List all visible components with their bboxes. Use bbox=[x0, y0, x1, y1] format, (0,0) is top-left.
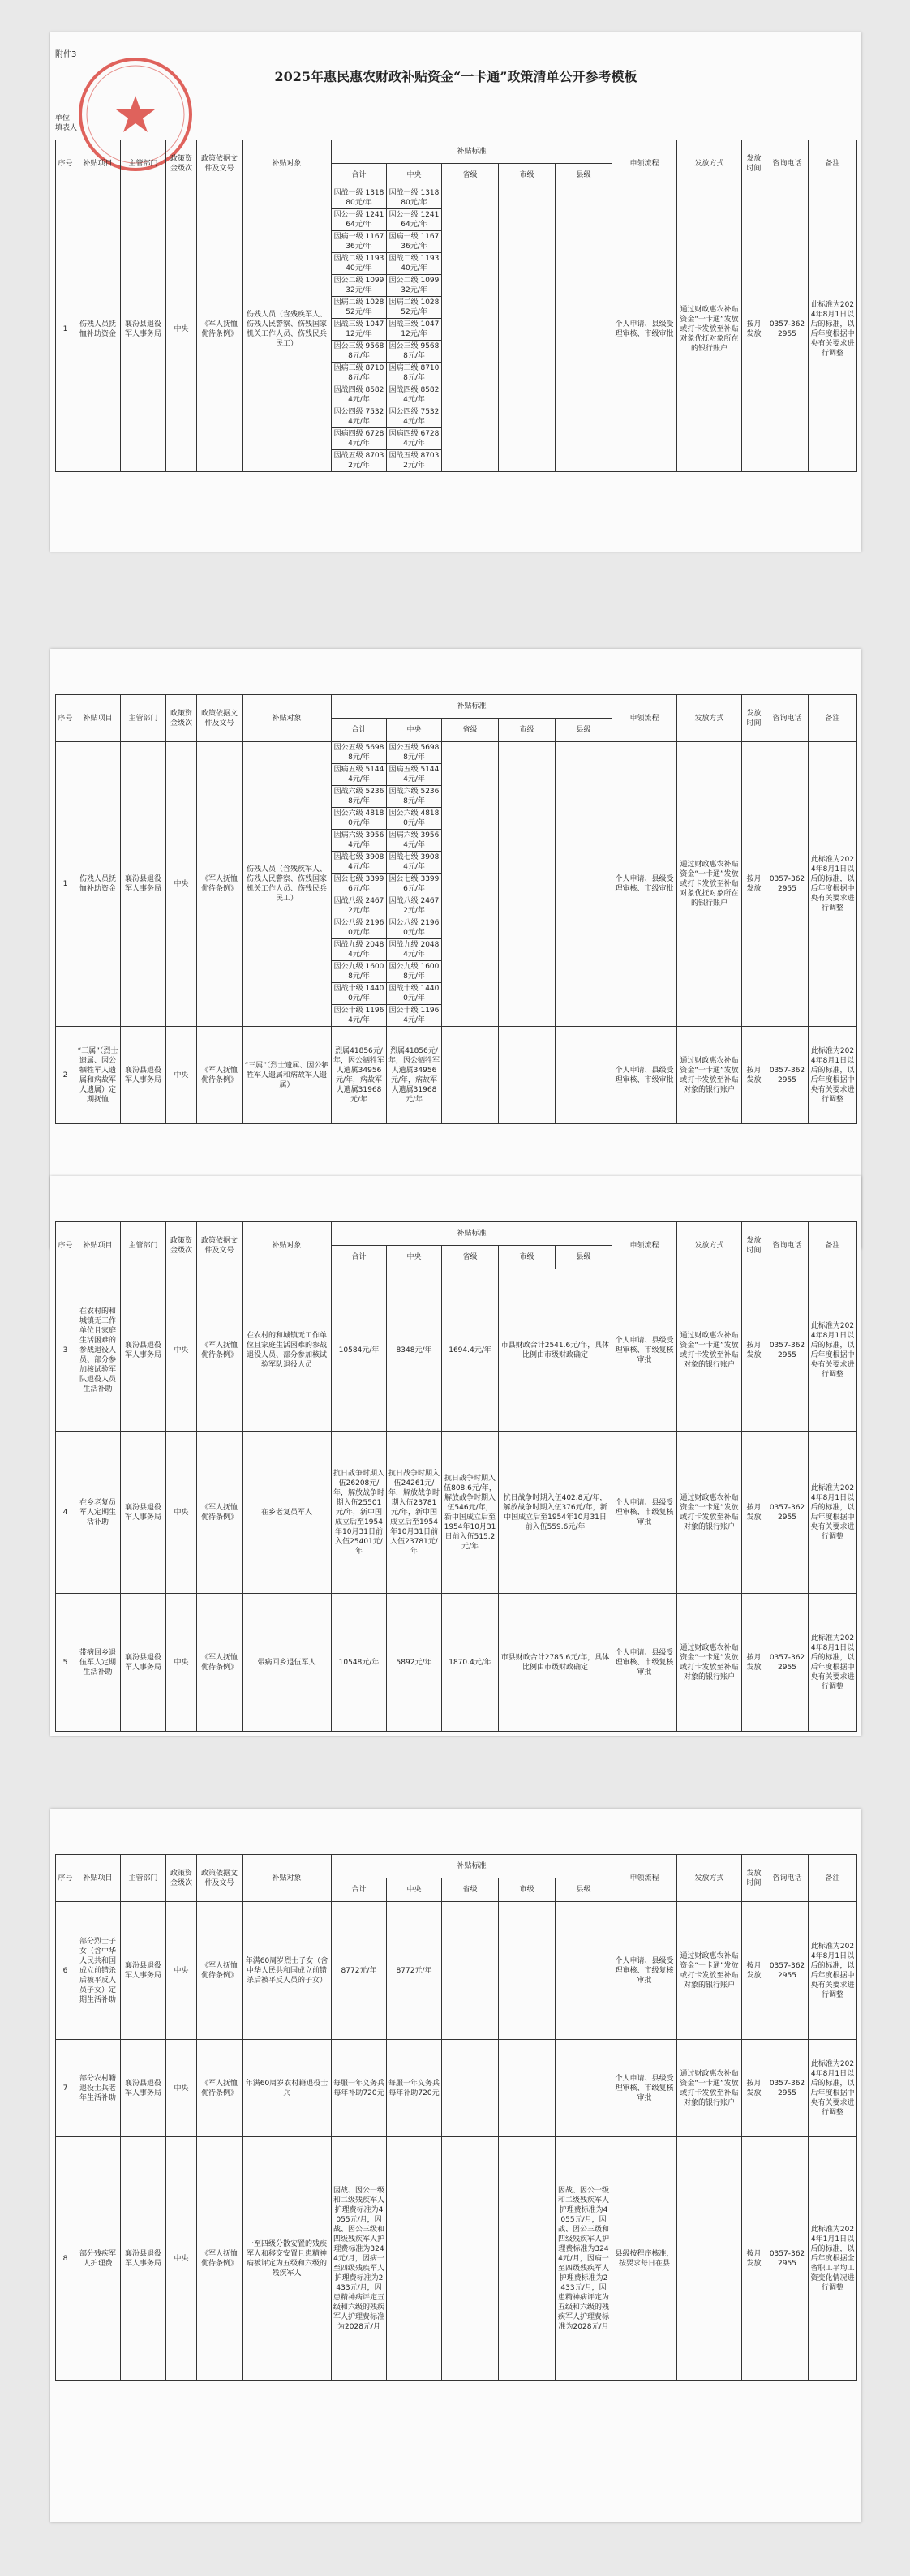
row-time: 按月发放 bbox=[742, 187, 766, 472]
row-method: 通过财政惠农补贴资金“一卡通”发放或打卡发放至补贴对象的银行账户 bbox=[677, 2040, 742, 2137]
row-method: 通过财政惠农补贴资金“一卡通”发放或打卡发放至补贴对象优抚对象所在的银行账户 bbox=[677, 742, 742, 1027]
row-remark: 此标准为2024年8月1日以后的标准，以后年度根据中央有关要求进行调整 bbox=[809, 1027, 857, 1124]
std-total: 10584元/年 bbox=[332, 1269, 387, 1432]
header-city: 市级 bbox=[499, 719, 556, 742]
row-time: 按月发放 bbox=[742, 1027, 766, 1124]
std-central: 因战七级 39084元/年 bbox=[387, 852, 442, 874]
header-province: 省级 bbox=[442, 719, 499, 742]
row-phone: 0357-3622955 bbox=[766, 1027, 809, 1124]
std-county: 因战、因公一级和二级残疾军人护理费标准为4055元/月，因战、因公三级和四级残疾军人护理费标准为3244元/月，因病一至四级残疾军人护理费标准为2433元/月，因患精神病评定为五级和六级的残疾军人护理费标准为2028元/月 bbox=[556, 2137, 612, 2381]
std-total: 因公十级 11964元/年 bbox=[332, 1005, 387, 1027]
row-remark: 此标准为2024年8月1日以后的标准，以后年度根据中央有关要求进行调整 bbox=[809, 1269, 857, 1432]
header-dept: 主管部门 bbox=[121, 1222, 166, 1269]
attachment-label: 附件3 bbox=[55, 50, 77, 59]
header-item: 补贴项目 bbox=[75, 695, 121, 742]
header-central: 中央 bbox=[387, 1878, 442, 1902]
row-basis: 《军人抚恤优待条例》 bbox=[197, 1027, 243, 1124]
std-central: 5892元/年 bbox=[387, 1594, 442, 1732]
std-central: 因公六级 48180元/年 bbox=[387, 808, 442, 830]
row-phone: 0357-3622955 bbox=[766, 2137, 809, 2381]
row-process: 个人申请、县级受理审核、市级复核审批 bbox=[612, 2040, 677, 2137]
row-target: 年满60周岁烈士子女（含中华人民共和国成立前错杀后被平反人员的子女） bbox=[243, 1902, 332, 2040]
header-phone: 咨询电话 bbox=[766, 140, 809, 187]
std-central: 因公八级 21960元/年 bbox=[387, 917, 442, 939]
document-title: 2025年惠民惠农财政补贴资金“一卡通”政策清单公开参考模板 bbox=[274, 69, 637, 84]
row-target: 在农村的和城镇无工作单位且家庭生活困难的参战退役人员、部分参加核试验军队退役人员 bbox=[243, 1269, 332, 1432]
table-body-3 bbox=[56, 1269, 857, 1732]
header-standard: 补贴标准 bbox=[332, 1222, 612, 1246]
row-basis: 《军人抚恤优待条例》 bbox=[197, 187, 243, 472]
header-process: 申领流程 bbox=[612, 695, 677, 742]
header-dept: 主管部门 bbox=[121, 695, 166, 742]
header-funds: 政策资金级次 bbox=[166, 1222, 197, 1269]
row-basis: 《军人抚恤优待条例》 bbox=[197, 2137, 243, 2381]
std-total: 因公二级 109932元/年 bbox=[332, 275, 387, 297]
header-seq: 序号 bbox=[56, 1222, 75, 1269]
header-method: 发放方式 bbox=[677, 140, 742, 187]
table-body-1 bbox=[56, 187, 857, 472]
std-province bbox=[442, 1027, 499, 1124]
std-central: 每服一年义务兵每年补助720元 bbox=[387, 2040, 442, 2137]
row-process: 个人申请、县级受理审核、市级复核审批 bbox=[612, 1432, 677, 1594]
page-4 bbox=[50, 1809, 861, 2522]
table-row bbox=[56, 2040, 857, 2137]
std-central: 因战八级 24672元/年 bbox=[387, 895, 442, 917]
std-central: 因战三级 104712元/年 bbox=[387, 319, 442, 341]
row-seq: 4 bbox=[56, 1432, 75, 1594]
header-seq: 序号 bbox=[56, 1855, 75, 1902]
header-target: 补贴对象 bbox=[243, 695, 332, 742]
header-city: 市级 bbox=[499, 164, 556, 187]
row-funds: 中央 bbox=[166, 1432, 197, 1594]
std-total: 因战、因公一级和二级残疾军人护理费标准为4055元/月，因战、因公三级和四级残疾军人护理费标准为3244元/月，因病一至四级残疾军人护理费标准为2433元/月，因患精神病评定五级和六级的残疾军人护理费标准为2028元/月 bbox=[332, 2137, 387, 2381]
header-time: 发放时间 bbox=[742, 140, 766, 187]
row-phone: 0357-3622955 bbox=[766, 742, 809, 1027]
std-central: 因病四级 67284元/年 bbox=[387, 428, 442, 450]
table-row bbox=[56, 2137, 857, 2381]
row-basis: 《军人抚恤优待条例》 bbox=[197, 1594, 243, 1732]
header-process: 申领流程 bbox=[612, 140, 677, 187]
row-process: 个人申请、县级受理审核、市级审批 bbox=[612, 742, 677, 1027]
std-central: 因战四级 85824元/年 bbox=[387, 384, 442, 406]
table-row bbox=[56, 742, 857, 764]
std-total: 因病三级 87108元/年 bbox=[332, 363, 387, 384]
row-remark: 此标准为2024年8月1日以后的标准，以后年度根据中央有关要求进行调整 bbox=[809, 1902, 857, 2040]
std-central: 因病一级 116736元/年 bbox=[387, 231, 442, 253]
std-total: 因战五级 87032元/年 bbox=[332, 450, 387, 472]
std-city bbox=[499, 1902, 556, 2040]
table-row bbox=[56, 1432, 857, 1594]
policy-table-page-3 bbox=[55, 1221, 857, 1732]
std-total: 因战二级 119340元/年 bbox=[332, 253, 387, 275]
policy-table-page-2 bbox=[55, 694, 857, 1124]
header-target: 补贴对象 bbox=[243, 1222, 332, 1269]
header-total: 合计 bbox=[332, 164, 387, 187]
std-county bbox=[556, 187, 612, 472]
table-row bbox=[56, 1269, 857, 1432]
page-2 bbox=[50, 649, 861, 1249]
header-standard: 补贴标准 bbox=[332, 695, 612, 719]
std-central: 因病三级 87108元/年 bbox=[387, 363, 442, 384]
row-phone: 0357-3622955 bbox=[766, 1269, 809, 1432]
std-total: 因战七级 39084元/年 bbox=[332, 852, 387, 874]
header-item: 补贴项目 bbox=[75, 140, 121, 187]
row-remark: 此标准为2024年8月1日以后的标准，以后年度根据中央有关要求进行调整 bbox=[809, 1432, 857, 1594]
table-row bbox=[56, 187, 857, 209]
std-central: 因战九级 20484元/年 bbox=[387, 939, 442, 961]
std-county bbox=[556, 2040, 612, 2137]
header-county: 县级 bbox=[556, 1246, 612, 1269]
std-province bbox=[442, 2040, 499, 2137]
row-target: “三属”（烈士遗属、因公牺牲军人遗属和病故军人遗属） bbox=[243, 1027, 332, 1124]
row-seq: 5 bbox=[56, 1594, 75, 1732]
std-city bbox=[499, 1027, 556, 1124]
header-process: 申领流程 bbox=[612, 1222, 677, 1269]
row-funds: 中央 bbox=[166, 2137, 197, 2381]
row-method bbox=[677, 2137, 742, 2381]
row-dept: 襄汾县退役军人事务局 bbox=[121, 1594, 166, 1732]
std-total: 因病四级 67284元/年 bbox=[332, 428, 387, 450]
std-county bbox=[556, 1902, 612, 2040]
std-central: 因公十级 11964元/年 bbox=[387, 1005, 442, 1027]
std-total: 因战三级 104712元/年 bbox=[332, 319, 387, 341]
std-central: 因战十级 14400元/年 bbox=[387, 983, 442, 1005]
row-item: 在农村的和城镇无工作单位且家庭生活困难的参战退役人员、部分参加核试验军队退役人员生活补助 bbox=[75, 1269, 121, 1432]
row-process: 个人申请、县级受理审核、市级复核审批 bbox=[612, 1594, 677, 1732]
row-dept: 襄汾县退役军人事务局 bbox=[121, 187, 166, 472]
row-dept: 襄汾县退役军人事务局 bbox=[121, 1269, 166, 1432]
header-total: 合计 bbox=[332, 719, 387, 742]
header-basis: 政策依据文件及文号 bbox=[197, 140, 243, 187]
header-target: 补贴对象 bbox=[243, 140, 332, 187]
std-city bbox=[499, 742, 556, 1027]
row-funds: 中央 bbox=[166, 1027, 197, 1124]
std-county bbox=[556, 742, 612, 1027]
std-central: 因公九级 16008元/年 bbox=[387, 961, 442, 983]
std-total: 因公四级 75324元/年 bbox=[332, 406, 387, 428]
std-total: 因战六级 52368元/年 bbox=[332, 786, 387, 808]
std-province: 1694.4元/年 bbox=[442, 1269, 499, 1432]
row-item: 部分烈士子女（含中华人民共和国成立前错杀后被平反人员子女）定期生活补助 bbox=[75, 1902, 121, 2040]
header-seq: 序号 bbox=[56, 695, 75, 742]
row-basis: 《军人抚恤优待条例》 bbox=[197, 1902, 243, 2040]
row-target: 一至四级分散安置的残疾军人和移交安置且患精神病被评定为五级和六级的残疾军人 bbox=[243, 2137, 332, 2381]
row-seq: 1 bbox=[56, 187, 75, 472]
table-row bbox=[56, 1594, 857, 1732]
row-funds: 中央 bbox=[166, 742, 197, 1027]
std-central: 烈属41856元/年，因公牺牲军人遗属34956元/年，病故军人遗属31968元/年 bbox=[387, 1027, 442, 1124]
std-total: 因战十级 14400元/年 bbox=[332, 983, 387, 1005]
row-phone: 0357-3622955 bbox=[766, 2040, 809, 2137]
std-total: 因病一级 116736元/年 bbox=[332, 231, 387, 253]
row-seq: 8 bbox=[56, 2137, 75, 2381]
row-time: 按月发放 bbox=[742, 1594, 766, 1732]
std-total: 抗日战争时期入伍26208元/年，解放战争时期入伍25501元/年，新中国成立后至1954年10月31日前入伍25401元/年 bbox=[332, 1432, 387, 1594]
header-target: 补贴对象 bbox=[243, 1855, 332, 1902]
std-central: 因病六级 39564元/年 bbox=[387, 830, 442, 852]
row-method: 通过财政惠农补贴资金“一卡通”发放或打卡发放至补贴对象优抚对象所在的银行账户 bbox=[677, 187, 742, 472]
std-total: 因战一级 131880元/年 bbox=[332, 187, 387, 209]
std-central: 因公五级 56988元/年 bbox=[387, 742, 442, 764]
table-body-4 bbox=[56, 1902, 857, 2381]
header-province: 省级 bbox=[442, 1246, 499, 1269]
row-target: 带病回乡退伍军人 bbox=[243, 1594, 332, 1732]
std-central: 因公三级 95688元/年 bbox=[387, 341, 442, 363]
row-method: 通过财政惠农补贴资金“一卡通”发放或打卡发放至补贴对象的银行账户 bbox=[677, 1594, 742, 1732]
std-central: 抗日战争时期入伍24261元/年，解放战争时期入伍23781元/年，新中国成立后至1954年10月31日前入伍23781元/年 bbox=[387, 1432, 442, 1594]
std-city bbox=[499, 187, 556, 472]
row-target: 伤残人员（含残疾军人、伤残人民警察、伤残国家机关工作人员、伤残民兵民工） bbox=[243, 742, 332, 1027]
std-city bbox=[499, 2137, 556, 2381]
std-total: 因公三级 95688元/年 bbox=[332, 341, 387, 363]
std-central: 因战二级 119340元/年 bbox=[387, 253, 442, 275]
std-total: 因病五级 51444元/年 bbox=[332, 764, 387, 786]
row-seq: 7 bbox=[56, 2040, 75, 2137]
table-row bbox=[56, 1902, 857, 2040]
std-central: 因公二级 109932元/年 bbox=[387, 275, 442, 297]
row-time: 按月发放 bbox=[742, 2137, 766, 2381]
header-province: 省级 bbox=[442, 164, 499, 187]
std-central: 因战五级 87032元/年 bbox=[387, 450, 442, 472]
unit-label: 单位 bbox=[55, 114, 71, 122]
row-funds: 中央 bbox=[166, 1594, 197, 1732]
header-time: 发放时间 bbox=[742, 1855, 766, 1902]
std-central: 因病二级 102852元/年 bbox=[387, 297, 442, 319]
std-city-county: 抗日战争时期入伍402.8元/年，解放战争时期入伍376元/年，新中国成立后至1954年10月31日前入伍559.6元/年 bbox=[499, 1432, 612, 1594]
header-central: 中央 bbox=[387, 719, 442, 742]
row-process: 个人申请、县级受理审核、市级审批 bbox=[612, 187, 677, 472]
std-total: 每服一年义务兵每年补助720元 bbox=[332, 2040, 387, 2137]
std-central bbox=[387, 2137, 442, 2381]
row-dept: 襄汾县退役军人事务局 bbox=[121, 1902, 166, 2040]
std-total: 因公八级 21960元/年 bbox=[332, 917, 387, 939]
header-funds: 政策资金级次 bbox=[166, 140, 197, 187]
row-remark: 此标准为2024年8月1日以后的标准，以后年度根据中央有关要求进行调整 bbox=[809, 187, 857, 472]
row-remark: 此标准为2024年8月1日以后的标准，以后年度根据中央有关要求进行调整 bbox=[809, 2040, 857, 2137]
row-time: 按月发放 bbox=[742, 1902, 766, 2040]
row-basis: 《军人抚恤优待条例》 bbox=[197, 1269, 243, 1432]
std-total: 因公五级 56988元/年 bbox=[332, 742, 387, 764]
row-funds: 中央 bbox=[166, 187, 197, 472]
row-method: 通过财政惠农补贴资金“一卡通”发放或打卡发放至补贴对象的银行账户 bbox=[677, 1269, 742, 1432]
row-process: 个人申请、县级受理审核、市级复核审批 bbox=[612, 1269, 677, 1432]
header-county: 县级 bbox=[556, 719, 612, 742]
row-time: 按月发放 bbox=[742, 2040, 766, 2137]
std-province bbox=[442, 187, 499, 472]
row-funds: 中央 bbox=[166, 1269, 197, 1432]
row-seq: 3 bbox=[56, 1269, 75, 1432]
std-city bbox=[499, 2040, 556, 2137]
row-item: 伤残人员抚恤补助资金 bbox=[75, 742, 121, 1027]
row-funds: 中央 bbox=[166, 2040, 197, 2137]
row-dept: 襄汾县退役军人事务局 bbox=[121, 2137, 166, 2381]
header-item: 补贴项目 bbox=[75, 1855, 121, 1902]
std-total: 因战四级 85824元/年 bbox=[332, 384, 387, 406]
std-total: 10548元/年 bbox=[332, 1594, 387, 1732]
row-item: 带病回乡退伍军人定期生活补助 bbox=[75, 1594, 121, 1732]
header-method: 发放方式 bbox=[677, 695, 742, 742]
header-process: 申领流程 bbox=[612, 1855, 677, 1902]
std-total: 因公七级 33996元/年 bbox=[332, 874, 387, 895]
row-remark: 此标准为2024年8月1日以后的标准，以后年度根据中央有关要求进行调整 bbox=[809, 1594, 857, 1732]
row-target: 年满60周岁农村籍退役士兵 bbox=[243, 2040, 332, 2137]
header-phone: 咨询电话 bbox=[766, 1855, 809, 1902]
header-phone: 咨询电话 bbox=[766, 695, 809, 742]
row-basis: 《军人抚恤优待条例》 bbox=[197, 742, 243, 1027]
header-county: 县级 bbox=[556, 1878, 612, 1902]
row-basis: 《军人抚恤优待条例》 bbox=[197, 1432, 243, 1594]
std-central: 因公七级 33996元/年 bbox=[387, 874, 442, 895]
header-standard: 补贴标准 bbox=[332, 140, 612, 164]
row-item: “三属”（烈士遗属、因公牺牲军人遗属和病故军人遗属）定期抚恤 bbox=[75, 1027, 121, 1124]
row-process: 个人申请、县级受理审核、市级审批 bbox=[612, 1027, 677, 1124]
row-dept: 襄汾县退役军人事务局 bbox=[121, 2040, 166, 2137]
row-phone: 0357-3622955 bbox=[766, 1594, 809, 1732]
header-total: 合计 bbox=[332, 1878, 387, 1902]
std-central: 因公一级 124164元/年 bbox=[387, 209, 442, 231]
row-funds: 中央 bbox=[166, 1902, 197, 2040]
row-remark: 此标准为2024年8月1日以后的标准，以后年度根据中央有关要求进行调整 bbox=[809, 742, 857, 1027]
header-method: 发放方式 bbox=[677, 1855, 742, 1902]
row-method: 通过财政惠农补贴资金“一卡通”发放或打卡发放至补贴对象的银行账户 bbox=[677, 1432, 742, 1594]
header-county: 县级 bbox=[556, 164, 612, 187]
table-row bbox=[56, 1027, 857, 1124]
header-central: 中央 bbox=[387, 164, 442, 187]
std-province bbox=[442, 2137, 499, 2381]
page-3 bbox=[50, 1176, 861, 1736]
header-standard: 补贴标准 bbox=[332, 1855, 612, 1878]
std-province bbox=[442, 742, 499, 1027]
header-method: 发放方式 bbox=[677, 1222, 742, 1269]
row-seq: 2 bbox=[56, 1027, 75, 1124]
header-dept: 主管部门 bbox=[121, 140, 166, 187]
header-remark: 备注 bbox=[809, 140, 857, 187]
std-province: 抗日战争时期入伍808.6元/年，解放战争时期入伍546元/年，新中国成立后至1954年10月31日前入伍515.2元/年 bbox=[442, 1432, 499, 1594]
row-method: 通过财政惠农补贴资金“一卡通”发放或打卡发放至补贴对象的银行账户 bbox=[677, 1027, 742, 1124]
row-basis: 《军人抚恤优待条例》 bbox=[197, 2040, 243, 2137]
policy-table-page-1 bbox=[55, 140, 857, 472]
row-dept: 襄汾县退役军人事务局 bbox=[121, 1027, 166, 1124]
row-time: 按月发放 bbox=[742, 1432, 766, 1594]
row-phone: 0357-3622955 bbox=[766, 1432, 809, 1594]
header-funds: 政策资金级次 bbox=[166, 695, 197, 742]
row-process: 县级按程序核准，按要求每日在县 bbox=[612, 2137, 677, 2381]
policy-table-page-4 bbox=[55, 1854, 857, 2381]
std-total: 因病六级 39564元/年 bbox=[332, 830, 387, 852]
header-basis: 政策依据文件及文号 bbox=[197, 1855, 243, 1902]
std-total: 因战九级 20484元/年 bbox=[332, 939, 387, 961]
std-central: 8348元/年 bbox=[387, 1269, 442, 1432]
std-total: 因病二级 102852元/年 bbox=[332, 297, 387, 319]
header-time: 发放时间 bbox=[742, 1222, 766, 1269]
row-item: 部分残疾军人护理费 bbox=[75, 2137, 121, 2381]
header-funds: 政策资金级次 bbox=[166, 1855, 197, 1902]
header-city: 市级 bbox=[499, 1246, 556, 1269]
row-item: 在乡老复员军人定期生活补助 bbox=[75, 1432, 121, 1594]
std-city-county: 市县财政合计2785.6元/年，具体比例由市级财政确定 bbox=[499, 1594, 612, 1732]
std-total: 因公一级 124164元/年 bbox=[332, 209, 387, 231]
std-total: 烈属41856元/年，因公牺牲军人遗属34956元/年，病故军人遗属31968元/年 bbox=[332, 1027, 387, 1124]
std-total: 8772元/年 bbox=[332, 1902, 387, 2040]
row-seq: 1 bbox=[56, 742, 75, 1027]
filler-label: 填表人 bbox=[55, 124, 78, 132]
std-central: 因公四级 75324元/年 bbox=[387, 406, 442, 428]
header-seq: 序号 bbox=[56, 140, 75, 187]
row-time: 按月发放 bbox=[742, 1269, 766, 1432]
row-time: 按月发放 bbox=[742, 742, 766, 1027]
header-central: 中央 bbox=[387, 1246, 442, 1269]
std-city-county: 市县财政合计2541.6元/年，具体比例由市级财政确定 bbox=[499, 1269, 612, 1432]
table-body-2 bbox=[56, 742, 857, 1124]
header-city: 市级 bbox=[499, 1878, 556, 1902]
header-item: 补贴项目 bbox=[75, 1222, 121, 1269]
std-central: 因战六级 52368元/年 bbox=[387, 786, 442, 808]
page-1 bbox=[50, 32, 861, 552]
row-process: 个人申请、县级受理审核、市级复核审批 bbox=[612, 1902, 677, 2040]
std-province bbox=[442, 1902, 499, 2040]
row-dept: 襄汾县退役军人事务局 bbox=[121, 1432, 166, 1594]
header-basis: 政策依据文件及文号 bbox=[197, 695, 243, 742]
row-phone: 0357-3622955 bbox=[766, 1902, 809, 2040]
row-target: 伤残人员（含残疾军人、伤残人民警察、伤残国家机关工作人员、伤残民兵民工） bbox=[243, 187, 332, 472]
header-phone: 咨询电话 bbox=[766, 1222, 809, 1269]
std-central: 因病五级 51444元/年 bbox=[387, 764, 442, 786]
std-county bbox=[556, 1027, 612, 1124]
std-total: 因战八级 24672元/年 bbox=[332, 895, 387, 917]
row-seq: 6 bbox=[56, 1902, 75, 2040]
row-dept: 襄汾县退役军人事务局 bbox=[121, 742, 166, 1027]
row-item: 部分农村籍退役士兵老年生活补助 bbox=[75, 2040, 121, 2137]
header-province: 省级 bbox=[442, 1878, 499, 1902]
std-central: 因战一级 131880元/年 bbox=[387, 187, 442, 209]
header-total: 合计 bbox=[332, 1246, 387, 1269]
std-province: 1870.4元/年 bbox=[442, 1594, 499, 1732]
row-item: 伤残人员抚恤补助资金 bbox=[75, 187, 121, 472]
std-total: 因公六级 48180元/年 bbox=[332, 808, 387, 830]
row-phone: 0357-3622955 bbox=[766, 187, 809, 472]
header-basis: 政策依据文件及文号 bbox=[197, 1222, 243, 1269]
row-target: 在乡老复员军人 bbox=[243, 1432, 332, 1594]
std-total: 因公九级 16008元/年 bbox=[332, 961, 387, 983]
header-remark: 备注 bbox=[809, 1222, 857, 1269]
std-central: 8772元/年 bbox=[387, 1902, 442, 2040]
row-remark: 此标准为2024年1月1日以后的标准，以后年度根据全省职工平均工资变化情况进行调整 bbox=[809, 2137, 857, 2381]
header-time: 发放时间 bbox=[742, 695, 766, 742]
header-dept: 主管部门 bbox=[121, 1855, 166, 1902]
header-remark: 备注 bbox=[809, 1855, 857, 1902]
header-remark: 备注 bbox=[809, 695, 857, 742]
row-method: 通过财政惠农补贴资金“一卡通”发放或打卡发放至补贴对象的银行账户 bbox=[677, 1902, 742, 2040]
